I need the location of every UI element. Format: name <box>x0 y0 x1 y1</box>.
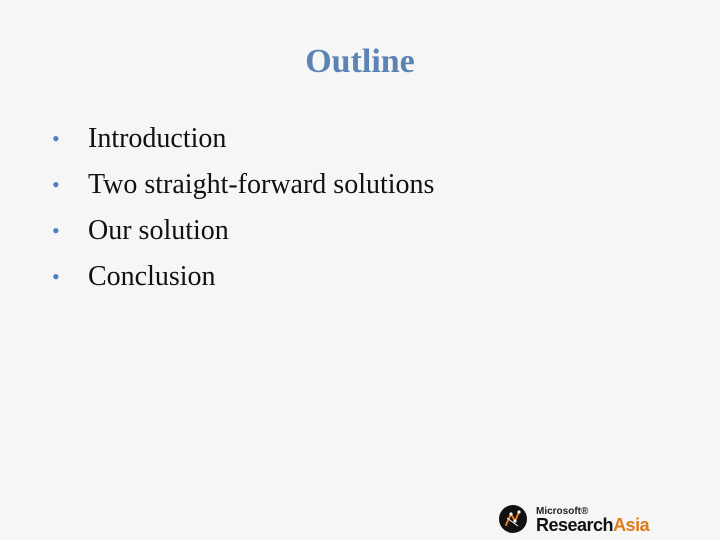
bullet-icon: • <box>52 264 60 289</box>
list-item <box>52 208 434 254</box>
list-item <box>52 162 434 208</box>
bullet-list <box>52 116 434 300</box>
bullet-icon: • <box>52 218 60 243</box>
bullet-text: Introduction <box>88 123 227 154</box>
logo-brand-big <box>536 515 649 535</box>
msra-emblem-icon <box>498 504 528 534</box>
logo-word-asia: Asia <box>613 515 650 535</box>
bullet-icon: • <box>52 172 60 197</box>
logo-word-research: Research <box>536 515 614 535</box>
list-item <box>52 254 434 300</box>
bullet-text: Our solution <box>88 215 229 246</box>
slide-title: Outline <box>305 43 415 80</box>
logo-brand-small: Microsoft® <box>536 506 589 517</box>
bullet-text: Conclusion <box>88 261 216 292</box>
bullet-text: Two straight-forward solutions <box>88 169 435 200</box>
msra-logo <box>496 502 680 538</box>
bullet-icon: • <box>52 126 60 151</box>
list-item <box>52 116 434 162</box>
